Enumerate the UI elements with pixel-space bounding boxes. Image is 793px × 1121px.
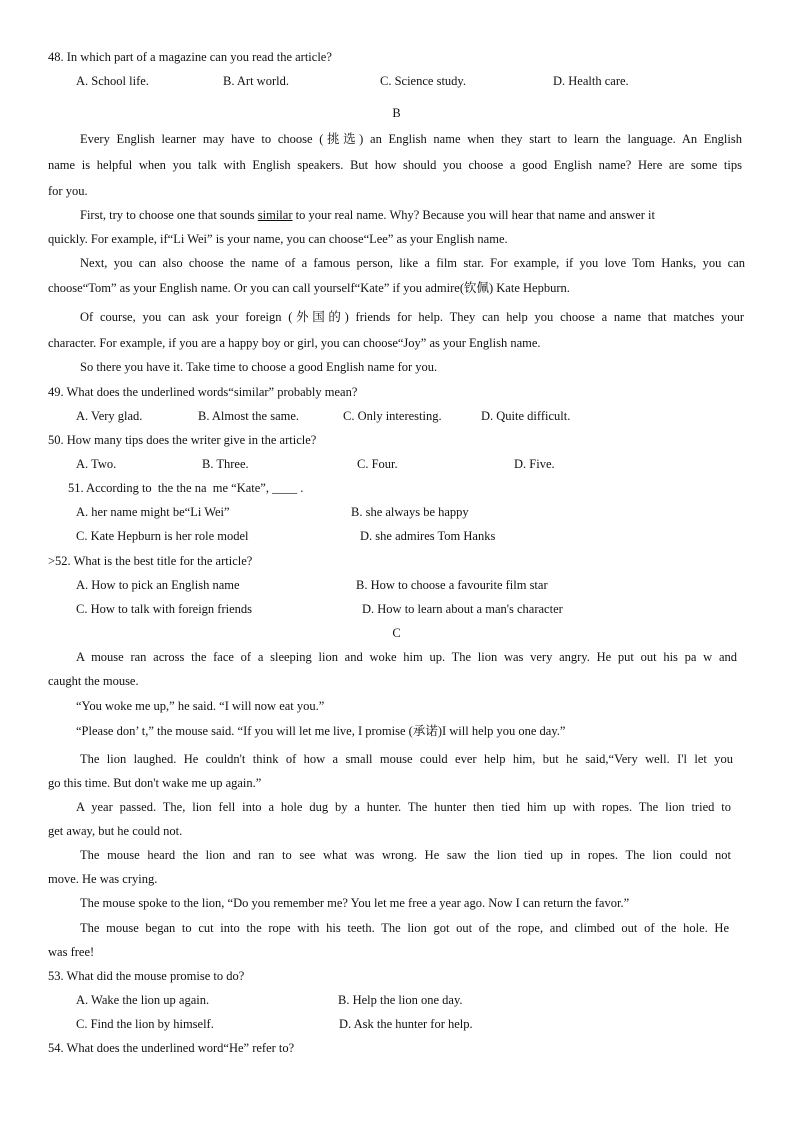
q53-option-a: A. Wake the lion up again. — [76, 993, 210, 1007]
q53-option-d: D. Ask the hunter for help. — [339, 1017, 473, 1031]
q48-question: 48. In which part of a magazine can you read the article? — [48, 50, 332, 64]
q49-option-d: D. Quite difficult. — [481, 409, 571, 423]
q48-option-a: A. School life. — [76, 74, 149, 88]
passage-b-line: quickly. For example, if“Li Wei” is your name, you can choose“Lee” as your English name. — [48, 232, 508, 246]
q53-question: 53. What did the mouse promise to do? — [48, 969, 245, 983]
passage-c-line: “Please don’ t,” the mouse said. “If you will let me live, I promise (承诺)I will help you one day.” — [76, 724, 566, 738]
passage-c-line: The lion laughed. He couldn't think of how a small mouse could ever help him, but he said,“Very well. I'l let you — [80, 752, 733, 766]
q50-option-b: B. Three. — [202, 457, 249, 471]
passage-b-label: B — [392, 106, 401, 120]
passage-c-label: C — [392, 626, 401, 640]
passage-b-text: First, try to choose one that sounds — [80, 208, 255, 222]
passage-b-line: Of course, you can ask your foreign (外国的) friends for help. They can help you choose a name that matches your — [80, 310, 744, 324]
q50-option-c: C. Four. — [357, 457, 398, 471]
passage-c-line: move. He was crying. — [48, 872, 158, 886]
q53-option-c: C. Find the lion by himself. — [76, 1017, 214, 1031]
q48-option-b: B. Art world. — [223, 74, 289, 88]
passage-b-text: to your real name. Why? Because you will hear that name and answer it — [295, 208, 655, 222]
passage-c-line: A mouse ran across the face of a sleeping lion and woke him up. The lion was very angry. He put out his pa w and — [76, 650, 737, 664]
passage-b-line: name is helpful when you talk with English speakers. But how should you choose a good English name? Here are some tips — [48, 158, 742, 172]
q53-option-b: B. Help the lion one day. — [338, 993, 463, 1007]
q48-option-c: C. Science study. — [380, 74, 466, 88]
passage-c-line: was free! — [48, 945, 95, 959]
q52-option-c: C. How to talk with foreign friends — [76, 602, 253, 616]
q50-question: 50. How many tips does the writer give in the article? — [48, 433, 317, 447]
q51-question: 51. According to the the na me “Kate”, ____ . — [68, 481, 304, 495]
passage-b-line: So there you have it. Take time to choose a good English name for you. — [80, 360, 438, 374]
passage-c-line: A year passed. The, lion fell into a hole dug by a hunter. The hunter then tied him up with ropes. The lion tried to — [76, 800, 731, 814]
passage-b-line: Every English learner may have to choose (挑选) an English name when they start to learn the language. An English — [80, 132, 742, 146]
q52-option-d: D. How to learn about a man's character — [362, 602, 563, 616]
passage-c-line: get away, but he could not. — [48, 824, 183, 838]
passage-b-line: character. For example, if you are a happy boy or girl, you can choose“Joy” as your English name. — [48, 336, 541, 350]
q51-option-b: B. she always be happy — [351, 505, 469, 519]
passage-c-line: The mouse began to cut into the rope with his teeth. The lion got out of the rope, and climbed out of the hole. He — [80, 921, 729, 935]
q51-option-d: D. she admires Tom Hanks — [360, 529, 496, 543]
passage-c-line: The mouse spoke to the lion, “Do you remember me? You let me free a year ago. Now I can return the favor.” — [80, 896, 630, 910]
q50-option-a: A. Two. — [76, 457, 117, 471]
q51-option-c: C. Kate Hepburn is her role model — [76, 529, 249, 543]
passage-c-line: go this time. But don't wake me up again.” — [48, 776, 262, 790]
q49-option-c: C. Only interesting. — [343, 409, 442, 423]
q51-option-a: A. her name might be“Li Wei” — [76, 505, 230, 519]
passage-b-line: Next, you can also choose the name of a famous person, like a film star. For example, if you love Tom Hanks, you can — [80, 256, 745, 270]
underlined-word-similar: similar — [257, 208, 293, 222]
passage-c-line: “You woke me up,” he said. “I will now eat you.” — [76, 699, 325, 713]
q52-option-b: B. How to choose a favourite film star — [356, 578, 548, 592]
passage-b-line: choose“Tom” as your English name. Or you can call yourself“Kate” if you admire(钦佩) Kate Hepburn. — [48, 281, 570, 295]
q49-option-a: A. Very glad. — [76, 409, 143, 423]
q49-question: 49. What does the underlined words“similar” probably mean? — [48, 385, 358, 399]
q48-option-d: D. Health care. — [553, 74, 629, 88]
q52-question: >52. What is the best title for the article? — [48, 554, 253, 568]
passage-c-line: caught the mouse. — [48, 674, 139, 688]
q54-question: 54. What does the underlined word“He” refer to? — [48, 1041, 295, 1055]
passage-b-line — [80, 207, 742, 223]
passage-b-line: for you. — [48, 184, 88, 198]
q52-option-a: A. How to pick an English name — [76, 578, 240, 592]
q50-option-d: D. Five. — [514, 457, 555, 471]
q49-option-b: B. Almost the same. — [198, 409, 300, 423]
passage-c-line: The mouse heard the lion and ran to see what was wrong. He saw the lion tied up in ropes. The lion could not — [80, 848, 731, 862]
